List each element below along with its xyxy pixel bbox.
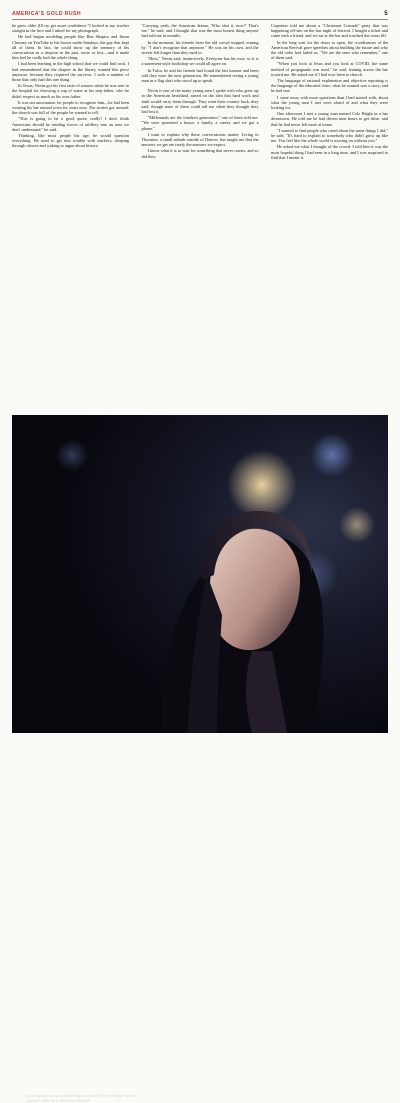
paragraph: "I wanted to find people who cared about the same things I did," he said. "It's hard to explain to somebody who didn't grow up like me. You feel like the whole world is moving on without you." bbox=[271, 127, 388, 144]
paragraph: "This is going to be a good quote, really? I don't think Americans should be sending forces of artillery into an area we don't understand," he said. bbox=[12, 116, 129, 132]
page-number: 5 bbox=[384, 11, 388, 17]
paragraph: In Tulsa, he and his friends had found the last turnout and been told they were the next generation. He remembered seeing a young man in a flag shirt who stood up to speak. bbox=[141, 67, 259, 84]
paragraph: "Millennials are the loneliest generation," one of them told me. "We were promised a house, a family, a career, and we got a phone." bbox=[141, 115, 259, 131]
paragraph: In the long wait for the doors to open, the coordinators of the American Revival gave speeches about building the future and why the old order had failed us. "We are the ones who remember," one of them said. bbox=[271, 39, 388, 61]
paragraph: It was not uncommon for people to recognize him—he had been wearing his hat around town for years now. The stories got around; the church was full of the people he wanted to tell. bbox=[12, 99, 129, 116]
paragraph: I had been learning in the high school that we could find rock. I had remembered that the chapter in the library wanted this piece anymore, because they required the survivor. I took a number of those that only had this one thing. bbox=[12, 61, 129, 83]
paragraph: "Boss," Nevin said, instinctively. Everyone has his own, so it is a statement-style bookshop we could all agree on. bbox=[141, 56, 259, 67]
column-1 bbox=[12, 23, 129, 161]
paragraph: I know what it is to wait for something that never comes, and so did they. bbox=[141, 148, 259, 159]
paragraph: Nevin is one of the many young men I spoke with who grew up in the American heartland, raised on the idea that hard work and faith would carry them through. They want their country back, they said, though none of them could tell me when they thought they had lost it. bbox=[141, 88, 259, 115]
paragraph: The language of rational explanation and objective reporting is the language of the educated class; what he wanted was a story, and he had one. bbox=[271, 78, 388, 94]
column-3 bbox=[271, 23, 388, 161]
photo-caption: A young woman at a gathering, her face lit by the stage as the speaker calls for a return to tradition. bbox=[26, 1093, 136, 1103]
section-title: AMERICA'S GOLD RUSH bbox=[12, 11, 82, 17]
paragraph: Carpenter told me about a "Christmas Crusade" party that was happening off-site on the last night of festival. I bought a ticket and came with a friend, and we sat at the bar and watched the room fill. bbox=[271, 23, 388, 39]
paragraph: He had begun modeling people like Ben Shapiro and Jason Chesney on YouTube to his brown suede Sundays, the guy that kept all of them. In fact, he could show up the memory of his conversation as a dropout in the past, more or less—and it made him feel he really had the whole thing. bbox=[12, 34, 129, 61]
paragraph: I came away with more questions than I had started with, about what the young men I met were afraid of and what they were looking for. bbox=[271, 94, 388, 111]
paragraph: Thinking, like most people his age, he would question everything. He used to get into trouble with teachers, sleeping through classes and waking to argue about history. bbox=[12, 133, 129, 149]
feature-photo bbox=[12, 415, 388, 1103]
portrait-image bbox=[12, 415, 388, 733]
header-rule bbox=[12, 19, 388, 20]
paragraph: "Carrying yeah, the American dream, 'Who shot it, now?' That's me," he said, and I thought that was the most honest thing anyone had told me in months. bbox=[141, 23, 259, 39]
paragraph: He asked me what I thought of the crowd. I told him it was the most hopeful thing I had seen in a long time, and I was surprised to find that I meant it. bbox=[271, 144, 388, 160]
paragraph: In Texas, Nevin got his first taste of rumors when he was sent to the hospital for throwing a cup of water at his step-father, who he didn't respect as much as his own father. bbox=[12, 83, 129, 99]
paragraph: "When you look at Jesus and you look at COVID, the same method of propaganda was used," he said, leaning across the bar toward me. He asked me if I had ever been to church. bbox=[271, 61, 388, 77]
paragraph: I want to explain why these conversations matter. Living in Thornton, a small suburb outside of Denver, has taught me that the answers we get are rarely the answers we expect. bbox=[141, 131, 259, 148]
paragraph: One afternoon I met a young man named Cole Bright in a bar downtown. He told me he had driven nine hours to get there, and that he had never felt more at home. bbox=[271, 111, 388, 127]
page-header bbox=[12, 7, 388, 17]
paragraph: he grew older (Ill try get more confidence."I looked at my teacher straight in the face and I asked for my photograph. bbox=[12, 23, 129, 34]
article-body bbox=[12, 23, 388, 161]
column-2 bbox=[142, 23, 259, 161]
paragraph: In the moment, his friends from the old crowd stopped coming by. "I don't recognize that anymore." He was on his own, and the streets felt longer than they used to. bbox=[141, 39, 259, 56]
